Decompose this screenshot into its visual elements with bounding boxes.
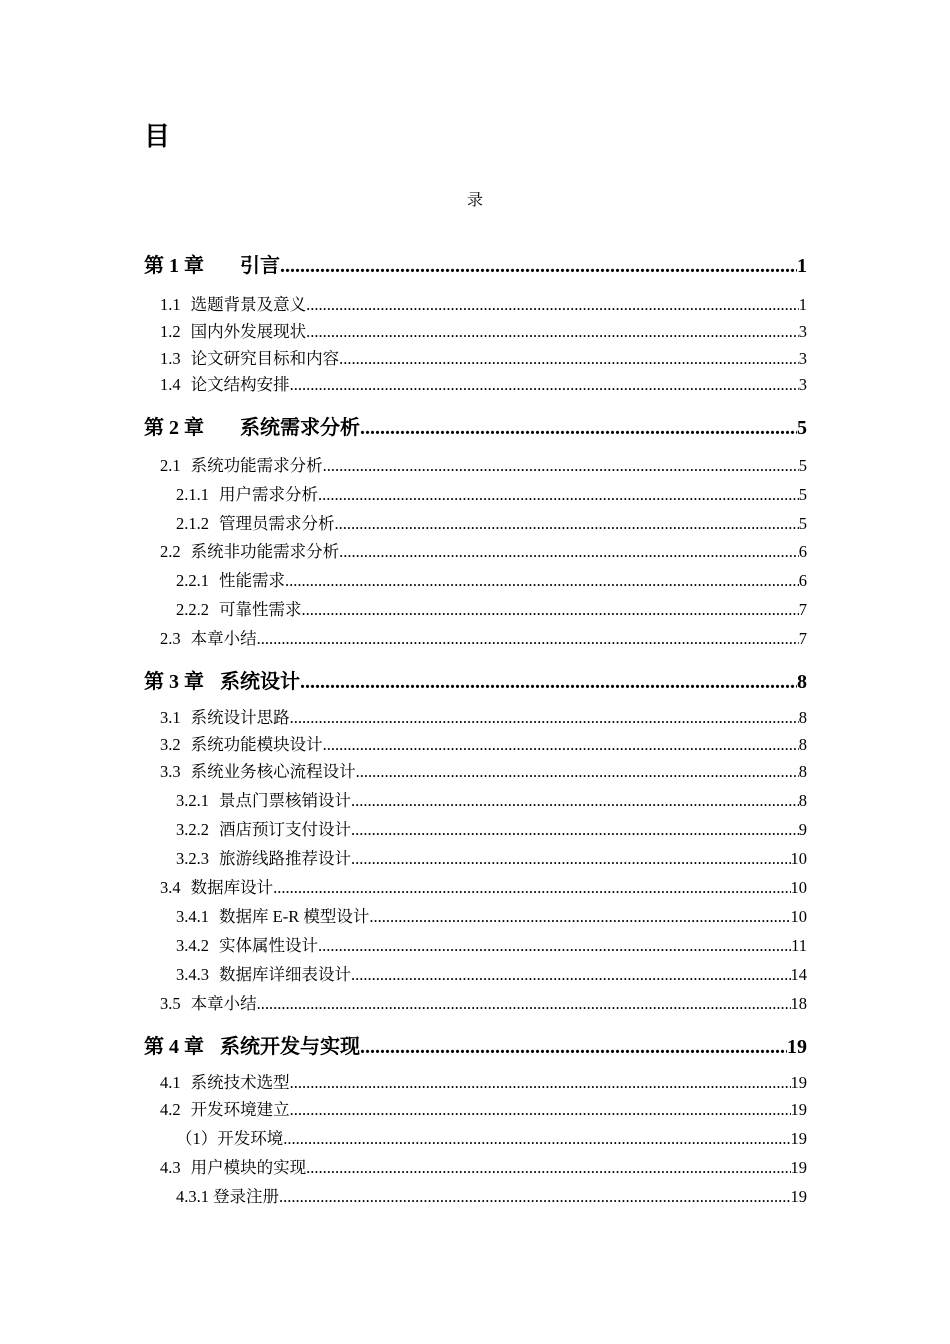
toc-entry[interactable]: [176, 934, 807, 958]
toc-entry[interactable]: [176, 569, 807, 593]
toc-entry-title: 引言: [220, 255, 280, 277]
toc-dot-leader: [290, 1071, 791, 1095]
toc-entry-number: 1.1: [160, 295, 181, 314]
toc-dot-leader: [351, 789, 799, 813]
toc-entry[interactable]: [160, 320, 807, 344]
toc-entry[interactable]: [144, 252, 807, 280]
toc-entry-title: 开发环境: [217, 1129, 284, 1148]
toc-entry-number: 3.4: [160, 878, 181, 897]
toc-entry-page: 5: [798, 485, 807, 504]
toc-entry-title: 景点门票核销设计: [219, 791, 351, 810]
toc-dot-leader: [323, 454, 799, 478]
toc-entry-title: 本章小结: [190, 629, 257, 648]
toc-entry[interactable]: [160, 1071, 807, 1095]
toc-entry-page: 8: [798, 791, 807, 810]
toc-entry[interactable]: [176, 789, 807, 813]
toc-entry-number: 2.3: [160, 629, 181, 648]
toc-entry-title: 论文结构安排: [190, 375, 290, 394]
toc-entry-title: 数据库 E-R 模型设计: [219, 907, 370, 926]
toc-dot-leader: [356, 760, 799, 784]
toc-title-main: 目: [144, 122, 171, 152]
toc-entry[interactable]: [160, 454, 807, 478]
toc-entry[interactable]: [144, 414, 807, 442]
toc-entry-title: 用户模块的实现: [190, 1158, 307, 1177]
toc-entry-page: 7: [798, 600, 807, 619]
toc-entry-title: 管理员需求分析: [219, 514, 335, 533]
toc-entry-page: 8: [798, 762, 807, 781]
toc-dot-leader: [351, 818, 799, 842]
toc-entry-page: 8: [798, 735, 807, 754]
toc-entry-number: 2.1.2: [176, 514, 209, 533]
toc-entry-title: 系统需求分析: [220, 417, 360, 439]
toc-entry-title: 系统设计思路: [190, 708, 290, 727]
toc-dot-leader: [283, 1127, 790, 1151]
toc-dot-leader: [339, 347, 799, 371]
toc-dot-leader: [306, 1156, 790, 1180]
toc-entry-page: 9: [798, 820, 807, 839]
toc-entry-number: 3.4.3: [176, 965, 209, 984]
toc-entry-title: 可靠性需求: [219, 600, 302, 619]
toc-dot-leader: [369, 905, 790, 929]
toc-entry[interactable]: [176, 483, 807, 507]
toc-dot-leader: [257, 627, 799, 651]
toc-dot-leader: [360, 414, 797, 442]
toc-entry-title: 国内外发展现状: [190, 322, 307, 341]
toc-entry-title: 系统设计: [220, 671, 300, 693]
toc-entry-number: 3.2.2: [176, 820, 209, 839]
toc-entry[interactable]: [160, 347, 807, 371]
toc-entry[interactable]: [160, 540, 807, 564]
toc-entry[interactable]: [160, 293, 807, 317]
toc-entry-page: 19: [790, 1158, 807, 1177]
toc-dot-leader: [302, 598, 799, 622]
toc-entry[interactable]: [176, 847, 807, 871]
toc-entry[interactable]: [160, 627, 807, 651]
toc-entry-page: 7: [798, 629, 807, 648]
toc-entry-page: 10: [790, 849, 807, 868]
toc-dot-leader: [306, 293, 799, 317]
toc-entry[interactable]: [160, 992, 807, 1016]
toc-entry-page: 3: [798, 322, 807, 341]
toc-entry-title: 性能需求: [219, 571, 285, 590]
toc-entry[interactable]: [160, 706, 807, 730]
toc-entry[interactable]: [176, 905, 807, 929]
toc-entry-page: 14: [790, 965, 807, 984]
toc-dot-leader: [351, 963, 791, 987]
toc-dot-leader: [257, 992, 791, 1016]
toc-entry-title: 系统业务核心流程设计: [190, 762, 356, 781]
toc-entry-page: 5: [797, 417, 807, 439]
toc-entry-title: 论文研究目标和内容: [190, 349, 340, 368]
toc-entry-page: 5: [798, 514, 807, 533]
toc-entry[interactable]: [144, 668, 807, 696]
toc-entry-page: 1: [797, 255, 807, 277]
toc-entry-title: 酒店预订支付设计: [219, 820, 351, 839]
toc-entry-number: 2.2: [160, 542, 181, 561]
toc-dot-leader: [279, 1185, 791, 1209]
toc-dot-leader: [280, 252, 797, 280]
toc-entry-page: 5: [798, 456, 807, 475]
toc-dot-leader: [351, 847, 791, 871]
toc-entry-title: 系统功能需求分析: [190, 456, 323, 475]
toc-entry-number: 3.5: [160, 994, 181, 1013]
toc-entry[interactable]: [176, 512, 807, 536]
toc-entry-page: 19: [790, 1073, 807, 1092]
toc-entry-number: 3.1: [160, 708, 181, 727]
toc-entry-page: 8: [797, 671, 807, 693]
toc-entry-page: 10: [790, 878, 807, 897]
toc-entry-page: 19: [790, 1129, 807, 1148]
toc-entry-number: 1.2: [160, 322, 181, 341]
toc-entry-title: 旅游线路推荐设计: [219, 849, 351, 868]
toc-entry-page: 6: [798, 571, 807, 590]
toc-dot-leader: [290, 706, 799, 730]
toc-title-sub: 录: [466, 192, 483, 209]
toc-dot-leader: [318, 483, 799, 507]
toc-entry-number: 3.4.1: [176, 907, 209, 926]
toc-dot-leader: [306, 320, 799, 344]
toc-entry-page: 19: [790, 1187, 807, 1206]
toc-entry[interactable]: [160, 1098, 807, 1122]
toc-entry-title: 数据库详细表设计: [219, 965, 351, 984]
toc-dot-leader: [318, 934, 791, 958]
toc-entry-number: 2.2.2: [176, 600, 209, 619]
toc-entry-title: 数据库设计: [190, 878, 274, 897]
toc-entry[interactable]: [176, 598, 807, 622]
toc-entry[interactable]: [160, 760, 807, 784]
toc-entry-title: 系统开发与实现: [220, 1036, 360, 1058]
toc-entry-title: 本章小结: [190, 994, 257, 1013]
toc-entry-page: 3: [798, 349, 807, 368]
toc-entry-page: 6: [798, 542, 807, 561]
toc-entry[interactable]: [160, 373, 807, 397]
toc-dot-leader: [335, 512, 799, 536]
toc-entry-page: 8: [798, 708, 807, 727]
toc-entry-number: 4.3.1: [176, 1187, 209, 1206]
toc-dot-leader: [290, 373, 799, 397]
toc-entry-title: 开发环境建立: [190, 1100, 290, 1119]
toc-entry-title: 系统功能模块设计: [190, 735, 323, 754]
toc-entry-page: 11: [791, 936, 807, 955]
toc-dot-leader: [290, 1098, 791, 1122]
toc-dot-leader: [273, 876, 790, 900]
toc-entry[interactable]: [160, 733, 807, 757]
toc-entry-number: 3.2.3: [176, 849, 209, 868]
toc-entry-page: 18: [790, 994, 807, 1013]
toc-dot-leader: [300, 668, 797, 696]
toc-entry-number: 4.2: [160, 1100, 181, 1119]
toc-entry[interactable]: [176, 818, 807, 842]
toc-entry[interactable]: [160, 1156, 807, 1180]
toc-entry-page: 10: [790, 907, 807, 926]
toc-entry[interactable]: [176, 1185, 807, 1209]
toc-entry-title: 选题背景及意义: [190, 295, 307, 314]
toc-entry-number: 3.3: [160, 762, 181, 781]
toc-entry-title: 登录注册: [213, 1187, 279, 1206]
toc-entry-number: 3.2.1: [176, 791, 209, 810]
toc-entry[interactable]: [160, 876, 807, 900]
toc-entry-title: 系统技术选型: [190, 1073, 290, 1092]
toc-entry-page: 19: [790, 1100, 807, 1119]
toc-entry-number: 4.1: [160, 1073, 181, 1092]
toc-entry-number: 3.4.2: [176, 936, 209, 955]
toc-entry-page: 3: [798, 375, 807, 394]
toc-entry-number: 第 3 章: [144, 671, 204, 693]
toc-entry-number: 2.2.1: [176, 571, 209, 590]
toc-entry-number: 1.4: [160, 375, 181, 394]
toc-entry-number: 第 1 章: [144, 255, 204, 277]
toc-entry[interactable]: [144, 1033, 807, 1061]
toc-entry-number: 4.3: [160, 1158, 181, 1177]
toc-entry-number: （1）: [176, 1129, 218, 1148]
toc-entry-number: 第 4 章: [144, 1036, 204, 1058]
toc-dot-leader: [323, 733, 799, 757]
toc-entry-page: 19: [787, 1036, 807, 1058]
toc-entry-title: 系统非功能需求分析: [190, 542, 340, 561]
toc-entry-number: 第 2 章: [144, 417, 204, 439]
toc-entry[interactable]: [176, 963, 807, 987]
toc-dot-leader: [339, 540, 799, 564]
toc-entry-number: 1.3: [160, 349, 181, 368]
toc-entry-title: 实体属性设计: [219, 936, 318, 955]
toc-dot-leader: [285, 569, 799, 593]
toc-entry[interactable]: [176, 1127, 807, 1151]
toc-entry-page: 1: [798, 295, 807, 314]
toc-entry-number: 3.2: [160, 735, 181, 754]
toc-dot-leader: [360, 1033, 787, 1061]
toc-entry-number: 2.1.1: [176, 485, 209, 504]
toc-entry-title: 用户需求分析: [219, 485, 318, 504]
toc-entry-number: 2.1: [160, 456, 181, 475]
